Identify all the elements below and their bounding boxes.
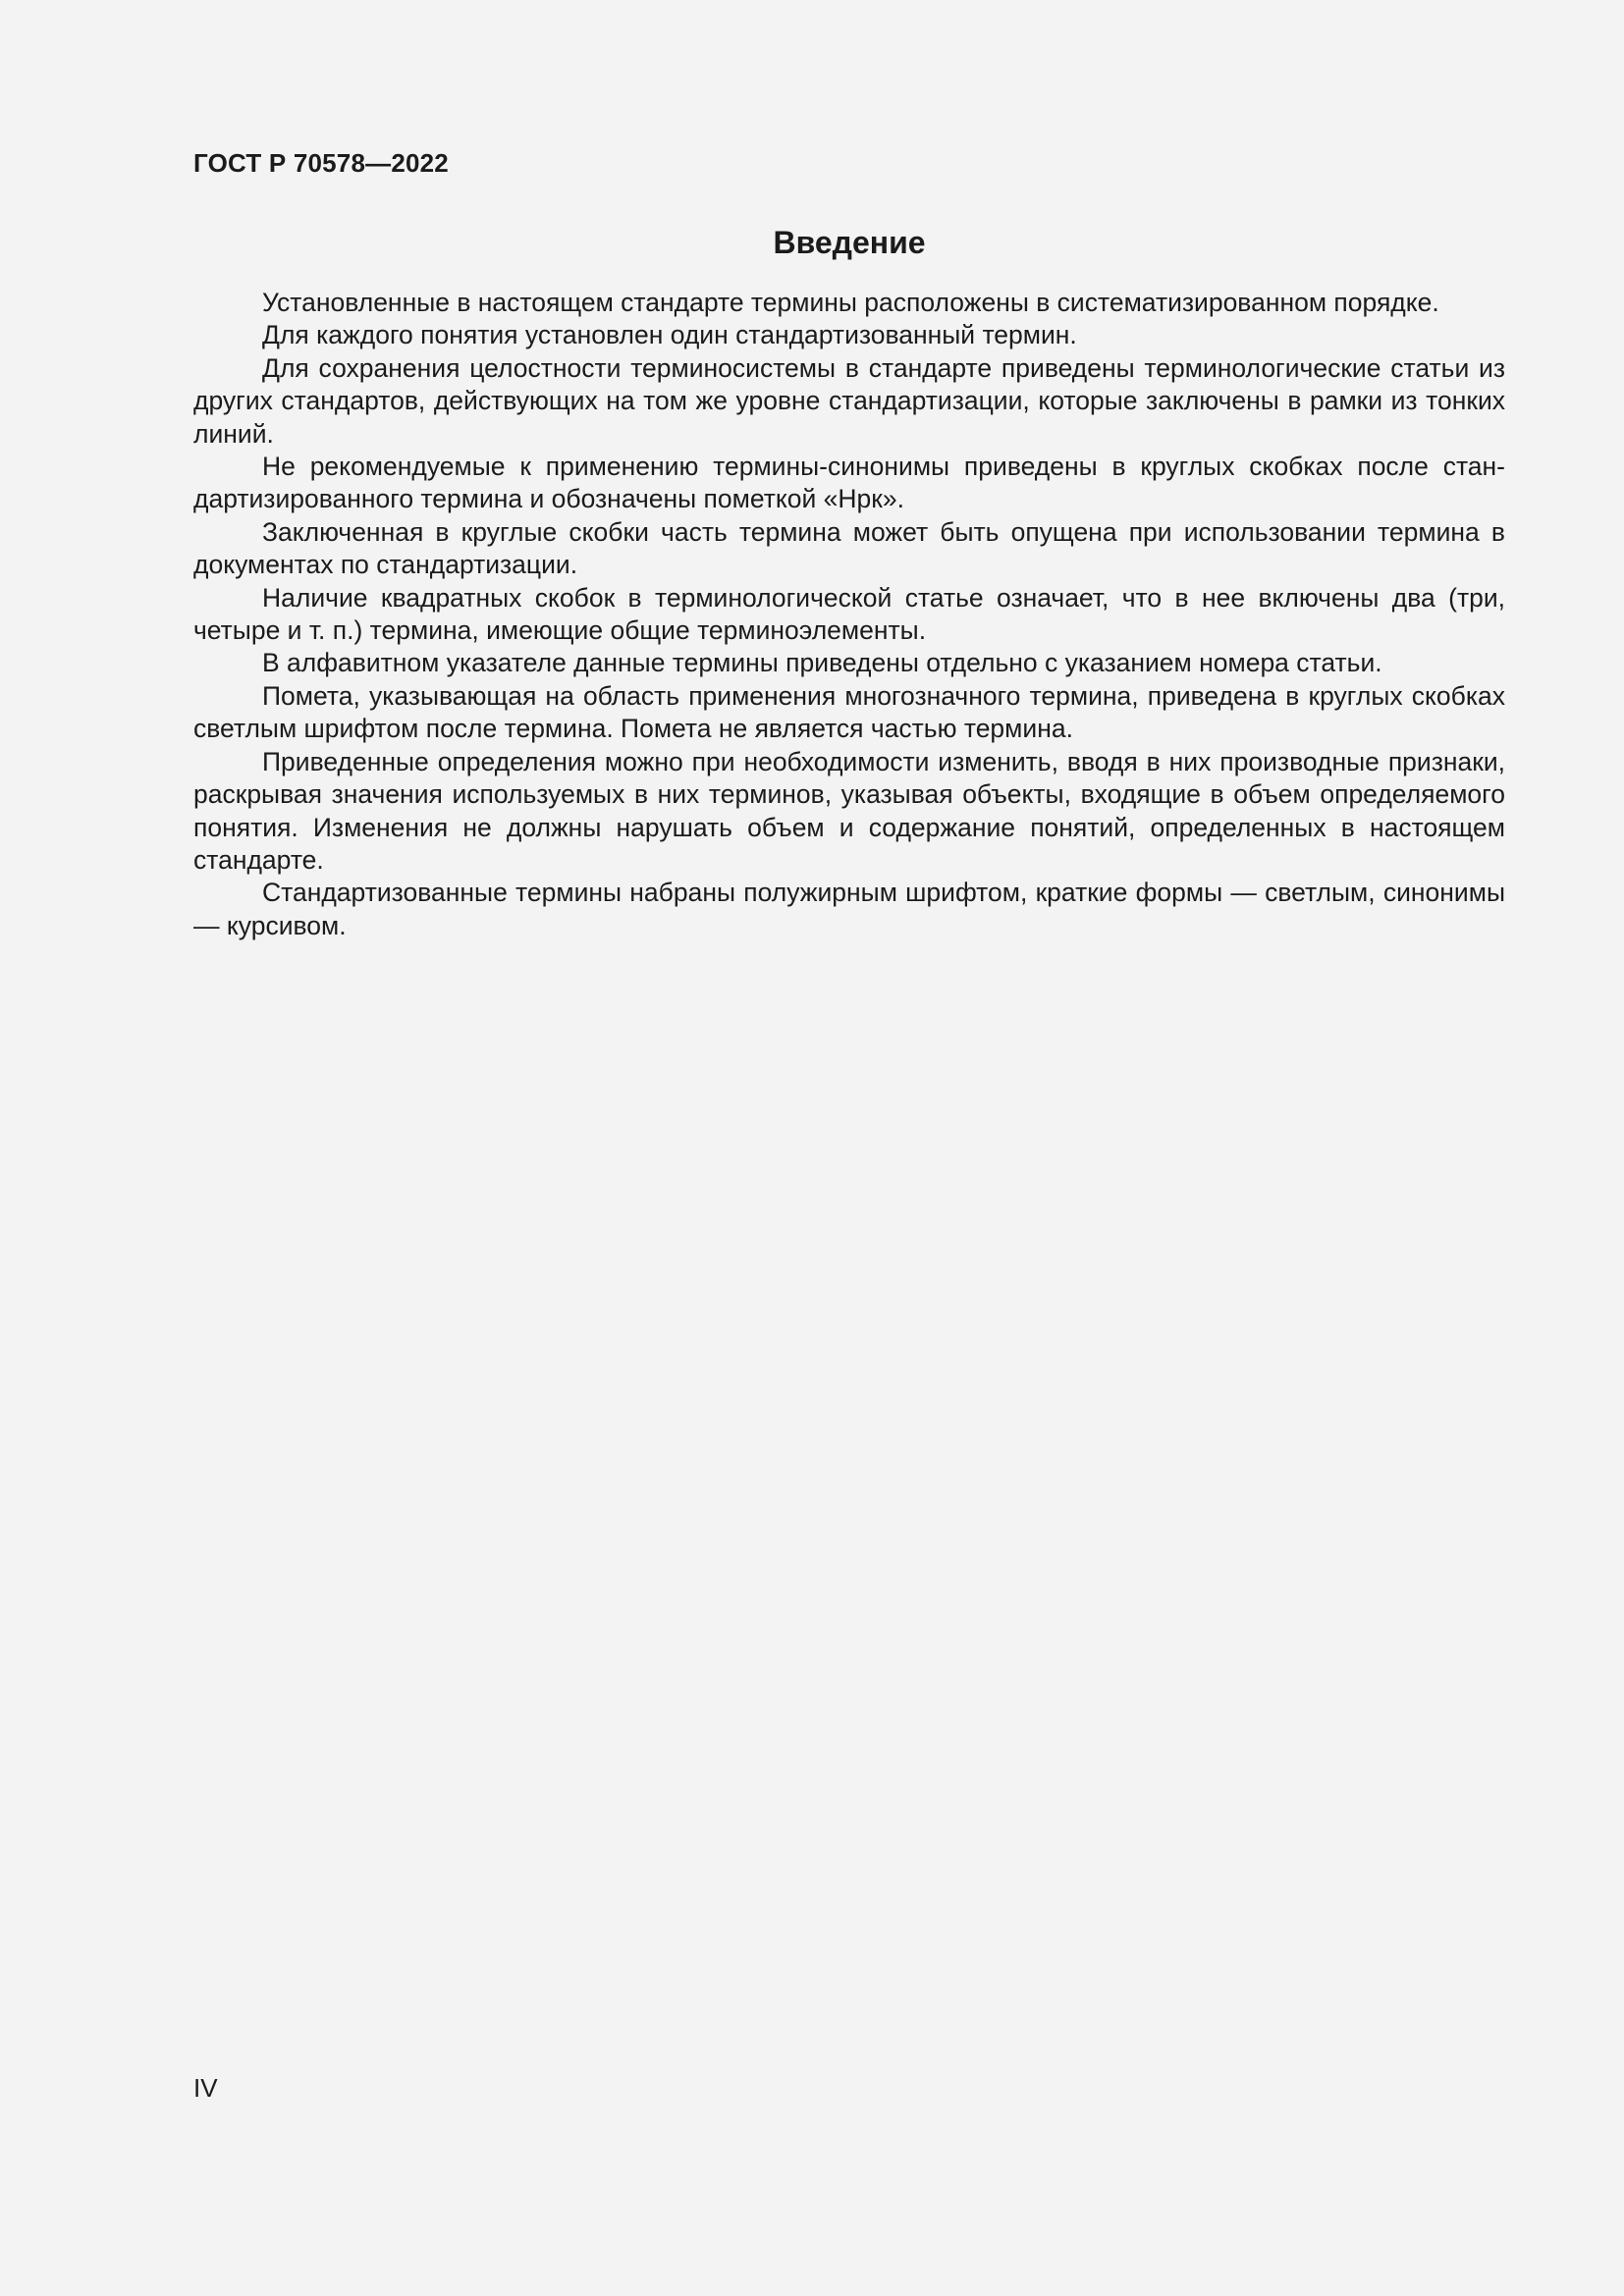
- paragraph: Заключенная в круглые скобки часть термина может быть опущена при использовании термина в документах по стандартизации.: [193, 516, 1505, 580]
- document-body: [193, 287, 1505, 942]
- paragraph: В алфавитном указателе данные термины приведены отдельно с указанием номера статьи.: [262, 648, 1382, 678]
- paragraph: Наличие квадратных скобок в терминологической статье означает, что в нее включены два (три, четыре и т. п.) термина, имеющие общие терминоэлементы.: [193, 582, 1505, 646]
- paragraph: Установленные в настоящем стандарте термины расположены в систематизированном порядке.: [262, 288, 1439, 317]
- paragraph: Для каждого понятия установлен один стандартизованный термин.: [262, 320, 1077, 350]
- document-header: ГОСТ Р 70578—2022: [193, 148, 449, 178]
- paragraph: Стандартизованные термины набраны полужирным шрифтом, краткие формы — светлым, синонимы — курсивом.: [193, 878, 1505, 940]
- section-title: Введение: [773, 225, 926, 260]
- paragraph: Приведенные определения можно при необходимости изменить, вводя в них производные признаки, раскрывая значения используемых в них терминов, указывая объекты, входящие в объем определяемого понятия. Изменения не должны нарушать объем и содержание понятий, определенных в настоящем стандарте.: [193, 746, 1505, 875]
- paragraph: Помета, указывающая на область применения многозначного термина, приведена в круглых скобках светлым шрифтом после термина. Помета не является частью термина.: [193, 680, 1505, 744]
- paragraph: Не рекомендуемые к применению термины-синонимы приведены в круглых скобках после стандартизированного термина и обозначены пометкой «Нрк».: [193, 452, 1505, 514]
- paragraph: Для сохранения целостности терминосистемы в стандарте приведены терминологические статьи из других стандартов, действующих на том же уровне стандартизации, которые заключены в рамки из тонких линий.: [193, 352, 1505, 449]
- page-number: IV: [193, 2073, 218, 2103]
